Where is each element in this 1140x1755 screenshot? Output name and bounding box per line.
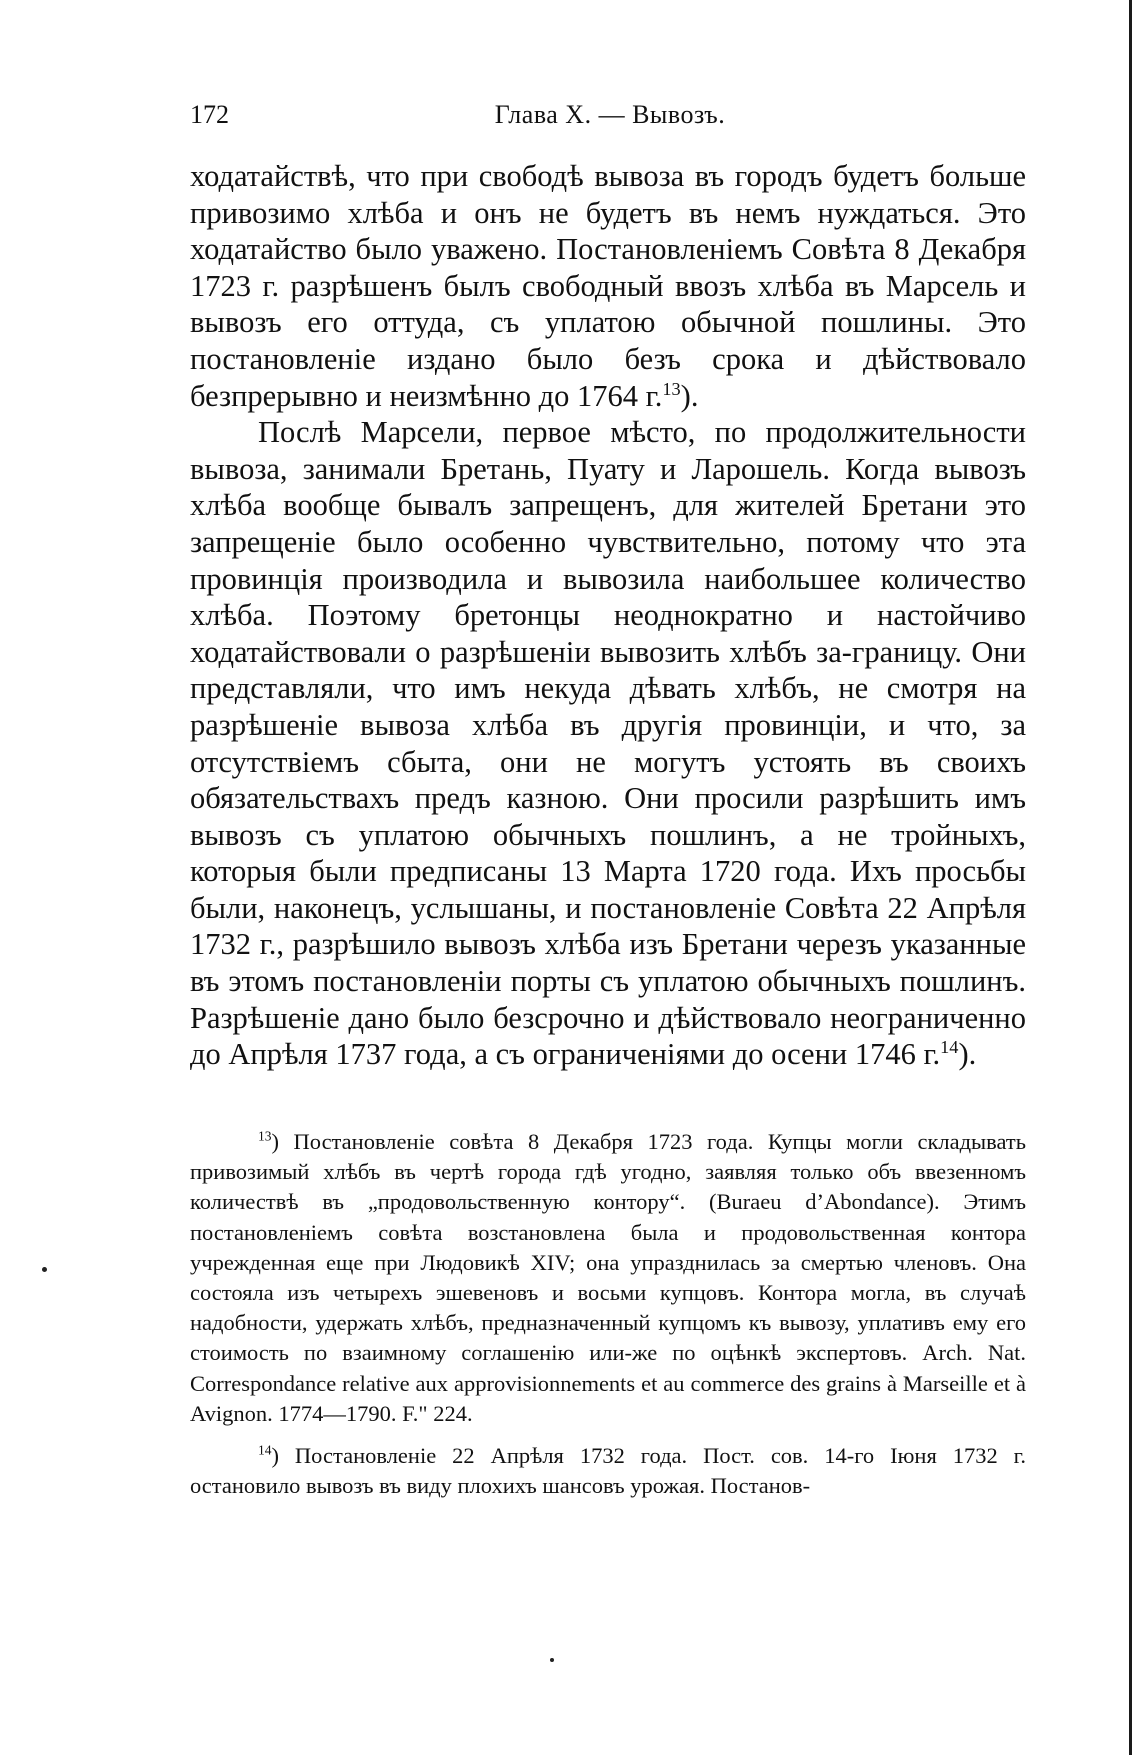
footnote: [190, 1127, 1026, 1429]
paragraph-end: ).: [958, 1037, 977, 1072]
body-text: [190, 158, 1026, 1073]
paragraph-text: Послѣ Марсели, первое мѣсто, по продолжительности вывоза, занимали Бретань, Пуату и Ларошель. Когда вывозъ хлѣба вообще бывалъ запрещенъ, для жителей Бретани это запрещеніе было особенно чувствительно, потому что эта провинція производила и вывозила наибольшее количество хлѣба. Поэтому бретонцы неоднократно и настойчиво ходатайствовали о разрѣшеніи вывозить хлѣбъ за-границу. Они представляли, что имъ некуда дѣвать хлѣбъ, не смотря на разрѣшеніе вывоза хлѣба въ другія провинціи, и что, за отсутствіемъ сбыта, они не могутъ устоять въ своихъ обязательствахъ предъ казною. Они просили разрѣшить имъ вывозъ съ уплатою обычныхъ пошлинъ, а не тройныхъ, которыя были предписаны 13 Марта 1720 года. Ихъ просьбы были, наконецъ, услышаны, и постановленіе Совѣта 22 Апрѣля 1732 г., разрѣшило вывозъ хлѣба изъ Бретани черезъ указанные въ этомъ постановленіи порты съ уплатою обычныхъ пошлинъ. Разрѣшеніе дано было безсрочно и дѣйствовало неограниченно до Апрѣля 1737 года, а съ ограниченіями до осени 1746 г.: [190, 415, 1026, 1072]
footnote-reference: 13: [662, 378, 681, 399]
paragraph: [190, 158, 1026, 414]
page-header: [190, 100, 1030, 140]
page-number: 172: [190, 100, 229, 129]
paragraph-text: ходатайствѣ, что при свободѣ вывоза въ городъ будетъ больше привозимо хлѣба и онъ не будетъ въ немъ нуждаться. Это ходатайство было уважено. Постановленіемъ Совѣта 8 Декабря 1723 г. разрѣшенъ былъ свободный ввозъ хлѣба въ Марсель и вывозъ его оттуда, съ уплатою обычной пошлины. Это постановленіе издано было безъ срока и дѣйствовало безпрерывно и неизмѣнно до 1764 г.: [190, 159, 1026, 413]
footnotes: [190, 1127, 1026, 1501]
footnote-marker: 13: [258, 1128, 272, 1144]
paragraph-end: ).: [680, 378, 699, 413]
page-edge-line: [1129, 0, 1132, 1755]
running-title: Глава X. — Вывозъ.: [494, 100, 726, 129]
margin-speck: [42, 1267, 47, 1272]
margin-speck: [550, 1658, 554, 1662]
footnote-text: ) Постановленіе 22 Апрѣля 1732 года. Пост. сов. 14-го Іюня 1732 г. остановило вывозъ въ виду плохихъ шансовъ урожая. Постанов-: [190, 1443, 1026, 1499]
footnote-reference: 14: [940, 1037, 959, 1058]
footnote-text: ) Постановленіе совѣта 8 Декабря 1723 года. Купцы могли складывать привозимый хлѣбъ въ чертѣ города гдѣ угодно, заявляя только объ ввезенномъ количествѣ въ „продовольственную контору“. (Buraeu d’Abondance). Этимъ постановленіемъ совѣта возстановлена была и продовольственная контора учрежденная еще при Людовикѣ XIV; она упразднилась за смертью членовъ. Она состояла изъ четырехъ эшевеновъ и восьми купцовъ. Контора могла, въ случаѣ надобности, удержать хлѣбъ, предназначенный купцомъ къ вывозу, уплативъ ему его стоимость по взаимному соглашенію или-же по оцѣнкѣ экспертовъ. Arch. Nat. Correspondance relative aux approvisionnements et au commerce des grains à Marseille et à Avignon. 1774—1790. F." 224.: [190, 1129, 1026, 1426]
footnote-marker: 14: [258, 1442, 272, 1458]
footnote: [190, 1441, 1026, 1501]
paragraph: [190, 414, 1026, 1073]
